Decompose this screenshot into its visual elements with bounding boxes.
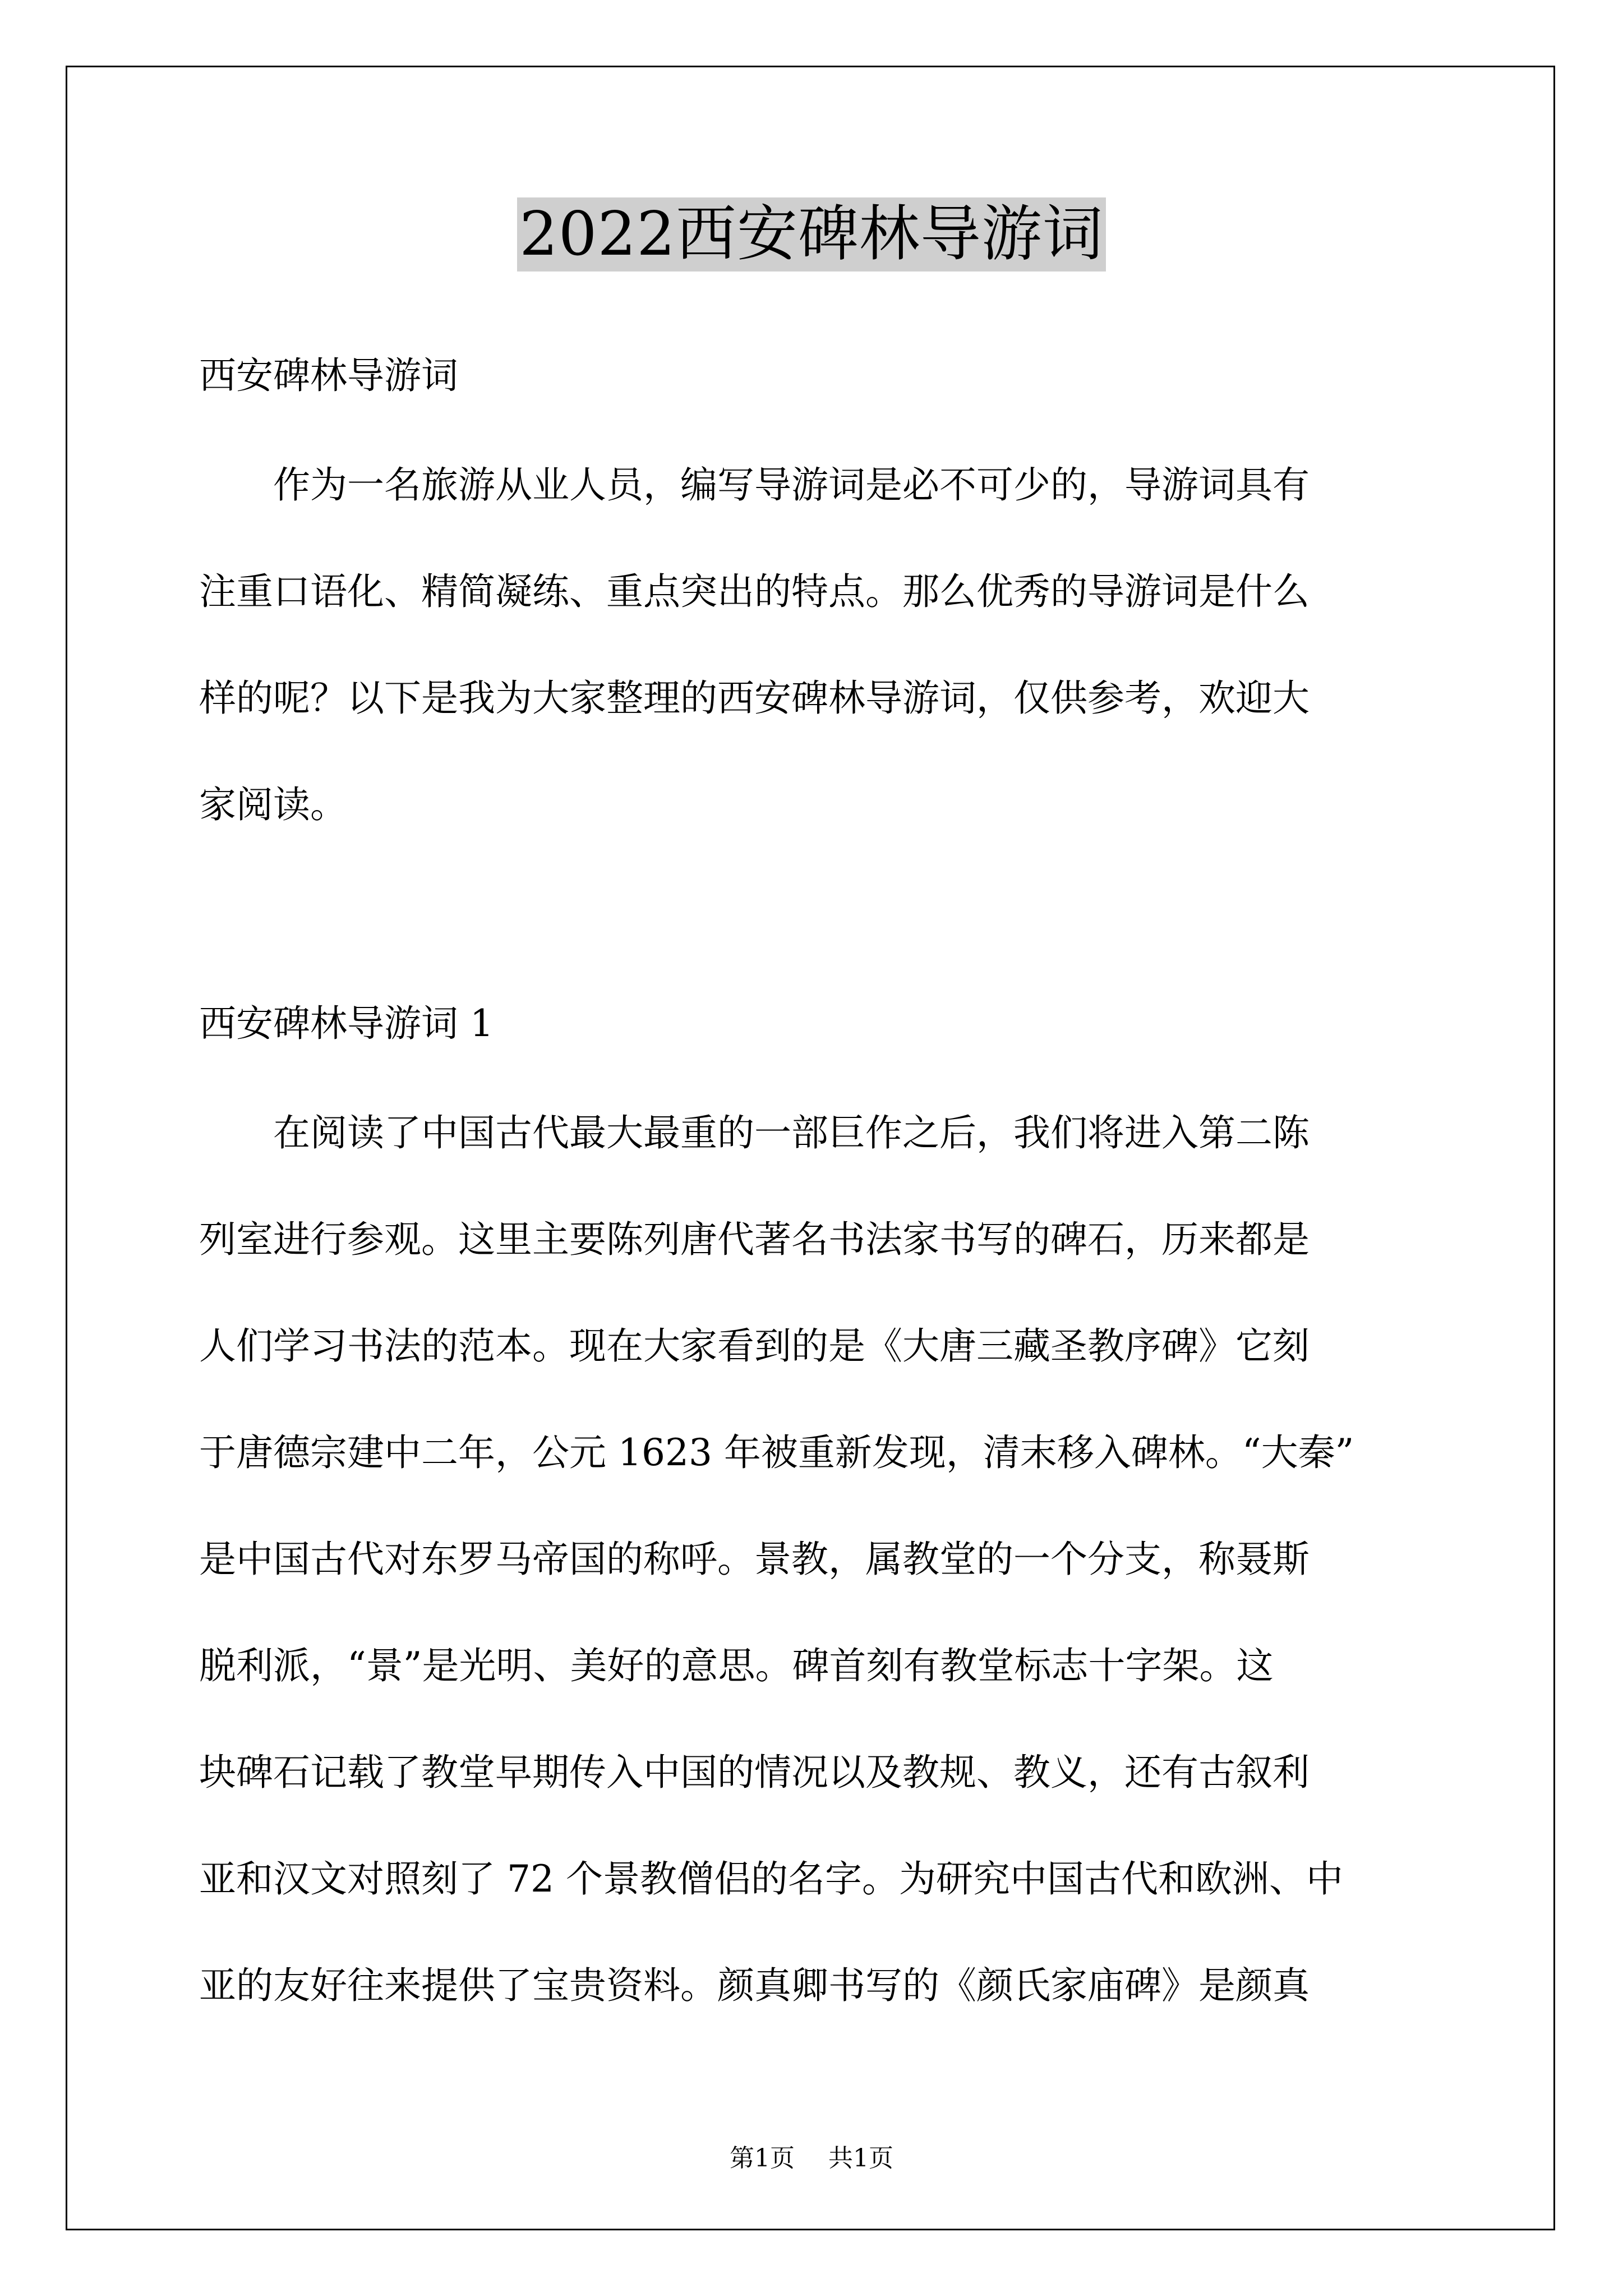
page-number: 第1页: [730, 2144, 795, 2173]
section-line: 亚和汉文对照刻了 72 个景教僧侣的名字。为研究中国古代和欧洲、中: [199, 1857, 1343, 1901]
intro-line: 作为一名旅游从业人员，编写导游词是必不可少的，导游词具有: [199, 463, 1310, 507]
section-line: 是中国古代对东罗马帝国的称呼。景教，属教堂的一个分支，称聂斯: [199, 1538, 1310, 1581]
section-line: 块碑石记载了教堂早期传入中国的情况以及教规、教义，还有古叙利: [199, 1751, 1310, 1794]
intro-line: 家阅读。: [199, 783, 347, 826]
section-heading: 西安碑林导游词 1: [199, 1002, 494, 1045]
page-footer: [0, 2142, 1623, 2175]
page-total: 共1页: [828, 2144, 893, 2173]
section-line: 人们学习书法的范本。现在大家看到的是《大唐三藏圣教序碑》它刻: [199, 1324, 1310, 1368]
document-title: 2022西安碑林导游词: [517, 197, 1106, 272]
section-line: 于唐德宗建中二年，公元 1623 年被重新发现，清末移入碑林。“大秦”: [199, 1431, 1354, 1474]
section-paragraph: [199, 1080, 1433, 2039]
section-line: 在阅读了中国古代最大最重的一部巨作之后，我们将进入第二陈: [199, 1111, 1310, 1154]
section-line: 亚的友好往来提供了宝贵资料。颜真卿书写的《颜氏家庙碑》是颜真: [199, 1964, 1310, 2007]
document-subtitle: 西安碑林导游词: [199, 354, 458, 397]
intro-line: 样的呢？以下是我为大家整理的西安碑林导游词，仅供参考，欢迎大: [199, 677, 1310, 720]
title-container: [0, 197, 1623, 272]
section-line: 列室进行参观。这里主要陈列唐代著名书法家书写的碑石，历来都是: [199, 1218, 1310, 1261]
section-line: 脱利派，“景”是光明、美好的意思。碑首刻有教堂标志十字架。这: [199, 1644, 1274, 1687]
intro-line: 注重口语化、精简凝练、重点突出的特点。那么优秀的导游词是什么: [199, 570, 1310, 613]
intro-paragraph: [199, 432, 1433, 858]
